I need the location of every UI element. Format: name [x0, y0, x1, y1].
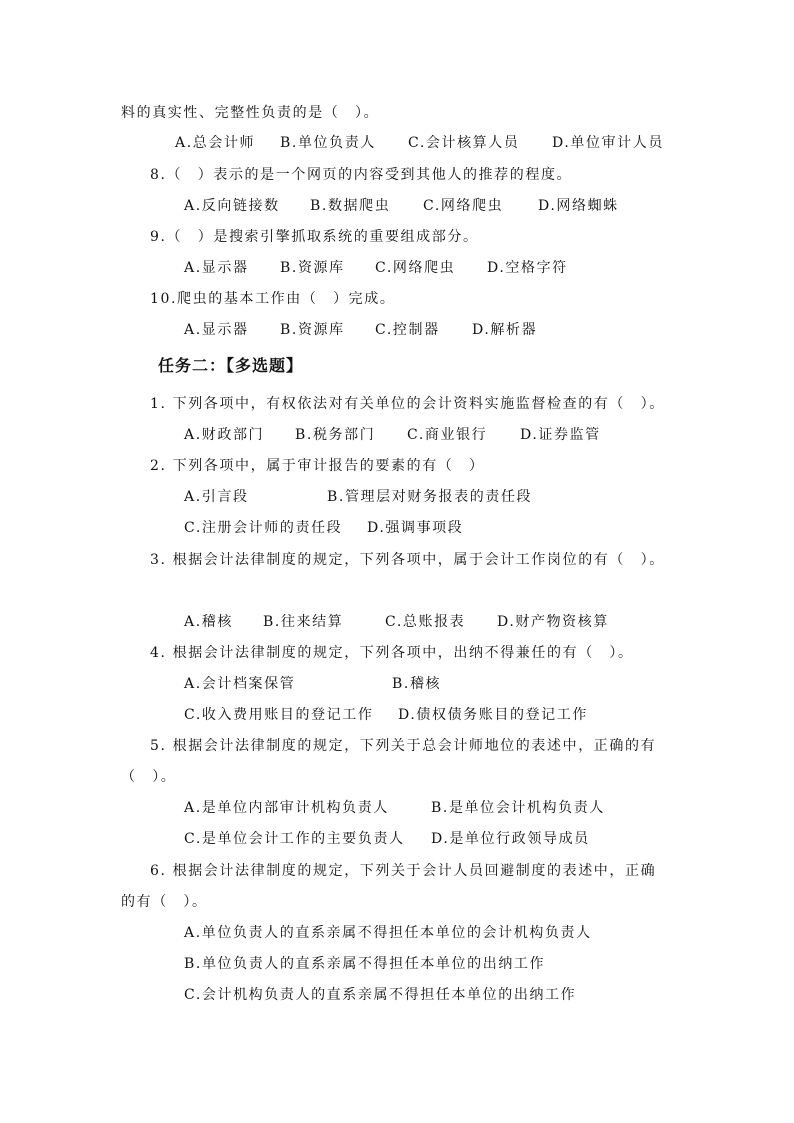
q8-option-c: C.网络爬虫 — [423, 198, 504, 214]
q9-option-c: C.网络爬虫 — [375, 260, 456, 276]
q7-option-a: A.总会计师 — [175, 135, 256, 151]
m2-option-a: A.引言段 — [184, 489, 249, 505]
m3-option-a: A.稽核 — [184, 614, 233, 630]
multi-question-2: 2. 下列各项中，属于审计报告的要素的有（ ） — [150, 458, 485, 474]
q8-option-a: A.反向链接数 — [184, 198, 280, 214]
m5-option-b: B.是单位会计机构负责人 — [431, 800, 605, 816]
m5-option-d: D.是单位行政领导成员 — [431, 831, 590, 847]
multi-question-1: 1. 下列各项中，有权依法对有关单位的会计资料实施监督检查的有（ ）。 — [150, 396, 665, 412]
m1-option-c: C.商业银行 — [407, 427, 488, 443]
m4-option-a: A.会计档案保管 — [184, 676, 296, 692]
q8-option-d: D.网络蜘蛛 — [538, 198, 619, 214]
multi-question-5: 5. 根据会计法律制度的规定，下列关于总会计师地位的表述中，正确的有 — [150, 738, 657, 754]
m6-option-c: C.会计机构负责人的直系亲属不得担任本单位的出纳工作 — [184, 987, 577, 1003]
m2-option-b: B.管理层对财务报表的责任段 — [327, 489, 533, 505]
q9-option-b: B.资源库 — [280, 260, 345, 276]
m5-option-a: A.是单位内部审计机构负责人 — [184, 800, 389, 816]
m3-option-c: C.总账报表 — [385, 614, 466, 630]
question-10: 10.爬虫的基本工作由（ ）完成。 — [150, 291, 396, 307]
q7-option-b: B.单位负责人 — [280, 135, 376, 151]
m3-option-b: B.往来结算 — [263, 614, 344, 630]
m1-option-a: A.财政部门 — [184, 427, 265, 443]
m6-option-a: A.单位负责人的直系亲属不得担任本单位的会计机构负责人 — [184, 925, 592, 941]
section-heading-task-2: 任务二：【多选题】 — [158, 356, 304, 375]
q10-option-d: D.解析器 — [472, 322, 538, 338]
q10-option-b: B.资源库 — [280, 322, 345, 338]
q7-option-d: D.单位审计人员 — [552, 135, 664, 151]
q10-option-c: C.控制器 — [375, 322, 440, 338]
m4-option-b: B.稽核 — [392, 676, 442, 692]
multi-question-6: 6. 根据会计法律制度的规定，下列关于会计人员回避制度的表述中，正确 — [150, 863, 657, 879]
question-8: 8.（ ）表示的是一个网页的内容受到其他人的推荐的程度。 — [150, 167, 573, 183]
q7-option-c: C.会计核算人员 — [408, 135, 520, 151]
m4-option-c: C.收入费用账目的登记工作 — [184, 707, 374, 723]
multi-question-6-cont: 的有（ ）。 — [121, 894, 208, 910]
multi-question-4: 4. 根据会计法律制度的规定，下列各项中，出纳不得兼任的有（ ）。 — [150, 645, 634, 661]
m4-option-d: D.债权债务账目的登记工作 — [398, 707, 588, 723]
m1-option-b: B.税务部门 — [295, 427, 376, 443]
q9-option-a: A.显示器 — [184, 260, 249, 276]
m2-option-d: D.强调事项段 — [367, 520, 464, 536]
m1-option-d: D.证券监管 — [520, 427, 601, 443]
q8-option-b: B.数据爬虫 — [310, 198, 391, 214]
m6-option-b: B.单位负责人的直系亲属不得担任本单位的出纳工作 — [184, 956, 546, 972]
question-7-stem-tail: 料的真实性、完整性负责的是（ ）。 — [121, 105, 380, 121]
q10-option-a: A.显示器 — [184, 322, 249, 338]
m3-option-d: D.财产物资核算 — [497, 614, 609, 630]
q9-option-d: D.空格字符 — [487, 260, 568, 276]
m5-option-c: C.是单位会计工作的主要负责人 — [184, 831, 405, 847]
m2-option-c: C.注册会计师的责任段 — [184, 520, 343, 536]
multi-question-3: 3. 根据会计法律制度的规定，下列各项中，属于会计工作岗位的有（ ）。 — [150, 552, 665, 568]
question-9: 9.（ ）是搜索引擎抓取系统的重要组成部分。 — [150, 229, 479, 245]
multi-question-5-cont: （ ）。 — [121, 769, 177, 785]
